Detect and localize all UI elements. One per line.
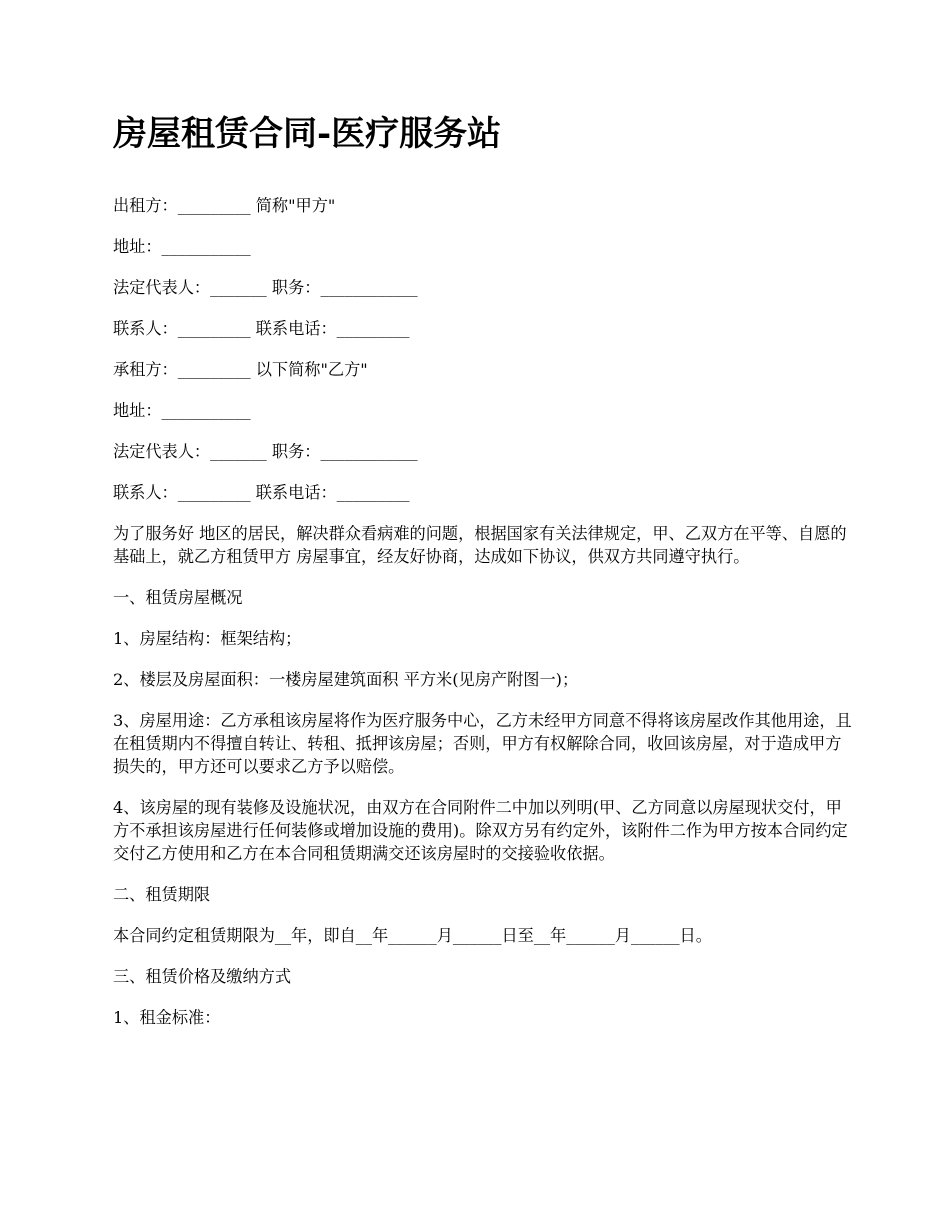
clause-rent-standard: 1、租金标准：: [113, 1008, 221, 1027]
section-heading-overview: 一、租赁房屋概况: [113, 588, 243, 607]
lessee-line: 承租方：_________ 以下简称"乙方": [113, 360, 368, 379]
lessor-line: 出租方：_________ 简称"甲方": [113, 196, 336, 215]
section-heading-term: 二、租赁期限: [113, 885, 211, 904]
lessee-address-line: 地址：___________: [113, 401, 251, 420]
lessee-contact-line: 联系人：_________ 联系电话：_________: [113, 483, 410, 502]
clause-3-usage: 3、房屋用途：乙方承租该房屋将作为医疗服务中心，乙方未经甲方同意不得将该房屋改作其他用途，且在租赁期内不得擅自转让、转租、抵押该房屋；否则，甲方有权解除合同，收回该房屋，对于造成甲方损失的，甲方还可以要求乙方予以赔偿。: [113, 711, 852, 776]
clause-2-floor-area: 2、楼层及房屋面积：一楼房屋建筑面积 平方米(见房产附图一)；: [113, 670, 579, 689]
document-page: [113, 110, 853, 1047]
lessee-representative-line: 法定代表人：_______ 职务：____________: [113, 442, 418, 461]
clause-4-decoration: 4、该房屋的现有装修及设施状况，由双方在合同附件二中加以列明(甲、乙方同意以房屋现状交付，甲方不承担该房屋进行任何装修或增加设施的费用)。除双方另有约定外，该附件二作为甲方按本合同约定交付乙方使用和乙方在本合同租赁期满交还该房屋时的交接验收依据。: [113, 798, 848, 863]
lessor-representative-line: 法定代表人：_______ 职务：____________: [113, 278, 418, 297]
preamble-paragraph: 为了服务好 地区的居民，解决群众看病难的问题，根据国家有关法律规定，甲、乙双方在平等、自愿的基础上，就乙方租赁甲方 房屋事宜，经友好协商，达成如下协议，供双方共同遵守执行。: [113, 524, 847, 566]
clause-1-structure: 1、房屋结构：框架结构；: [113, 629, 302, 648]
document-title: 房屋租赁合同-医疗服务站: [113, 114, 502, 154]
clause-term-dates: 本合同约定租赁期限为__年，即自__年______月______日至__年______月______日。: [113, 926, 712, 945]
lessor-contact-line: 联系人：_________ 联系电话：_________: [113, 319, 410, 338]
lessor-address-line: 地址：___________: [113, 237, 251, 256]
section-heading-rent: 三、租赁价格及缴纳方式: [113, 967, 292, 986]
